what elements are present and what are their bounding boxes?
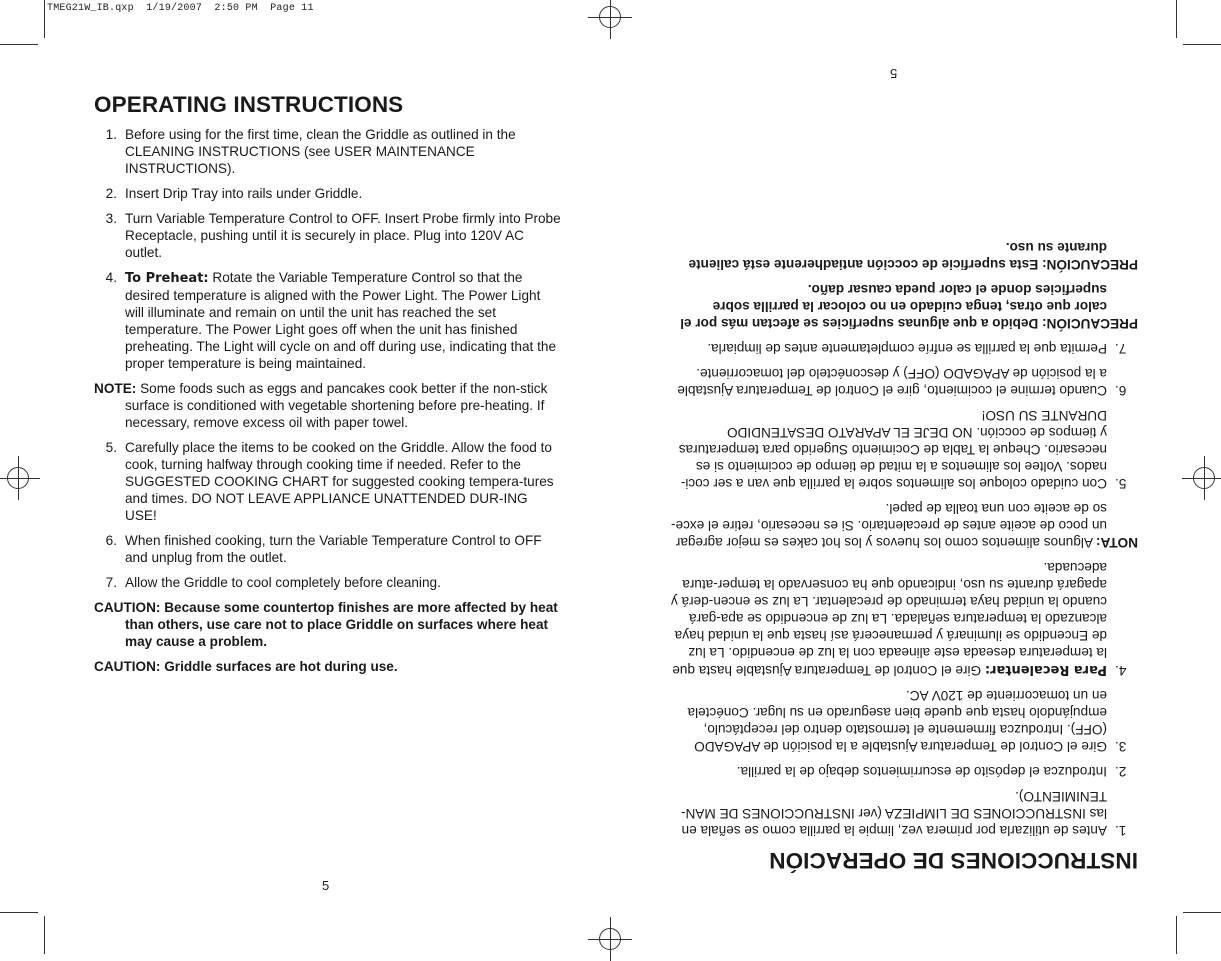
list-item xyxy=(670,407,1138,492)
english-page xyxy=(94,92,562,683)
caution-hot-surface: PRECAUCIÓN: Esta superficie de cocción antiadherente está caliente durante su uso. xyxy=(688,240,1138,272)
note-text: Algunos alimentos como los huevos y los hot cakes es mejor agregar un poco de aceite antes de precalentario. Si es necesario, retire el exce-so de aceite con una toalla de papel. xyxy=(670,501,1107,550)
note-label: NOTA: xyxy=(1095,535,1138,550)
item-text: Rotate the Variable Temperature Control so that the desired temperature is aligned with the Power Light. The Power Light will illuminate and remain on until the unit has reached the set temperature. The Power Light goes off when the unit has finished preheating. The Light will cycle on and off during use, indicating that the proper temperature is being maintained. xyxy=(125,270,557,371)
item-number: 3. xyxy=(105,211,117,226)
note-text: Some foods such as eggs and pancakes cook better if the non-stick surface is conditioned with vegetable shortening before pre-heating. If necessary, remove excess oil with paper towel. xyxy=(125,381,548,430)
note-label: NOTE: xyxy=(94,381,137,396)
item-text: Carefully place the items to be cooked on the Griddle. Allow the food to cook, turning halfway through cooking time if needed. Refer to the SUGGESTED COOKING CHART for suggested cooking tempera-tures and times. DO NOT LEAVE APPLIANCE UNATTENDED DUR-ING USE! xyxy=(125,440,554,523)
item-number: 3. xyxy=(1115,739,1127,754)
list-item xyxy=(670,365,1138,399)
item-text: Antes de utilizarla por primera vez, limpie la parrilla como se señala en las INSTRUCCIONES DE LIMPIEZA (ver INSTRUCCIONES DE MAN-TENIMIENTO). xyxy=(681,789,1107,838)
caution-hot-surface: CAUTION: Griddle surfaces are hot during use. xyxy=(94,659,398,674)
page-number: 5 xyxy=(890,66,898,81)
item-number: 7. xyxy=(1115,341,1127,356)
preheat-label: To Preheat: xyxy=(125,271,209,286)
crop-mark xyxy=(0,44,38,45)
page-number: 5 xyxy=(322,878,330,893)
crop-mark xyxy=(1183,912,1221,913)
item-number: 6. xyxy=(105,533,117,548)
crop-mark xyxy=(1176,916,1177,954)
spanish-page xyxy=(670,233,1138,873)
caution-countertop: PRECAUCIÓN: Debido a que algunas superficies se afectan más por el calor que otras, tenga cuidado en no colocar la parrilla sobre superficies donde el calor pueda causar daño. xyxy=(680,282,1138,331)
list-item xyxy=(670,340,1138,357)
list-item xyxy=(94,269,562,372)
item-text: Cuando termine el cocimiento, gire el Control de Temperatura Ajustable a la posición de APAGADO (OFF) y desconéctelo del tomacorriente. xyxy=(677,366,1107,398)
list-item xyxy=(670,763,1138,780)
registration-mark xyxy=(7,467,29,489)
list-item xyxy=(670,559,1138,679)
list-item xyxy=(94,126,562,177)
instructions-column xyxy=(670,239,1138,839)
list-item xyxy=(94,185,562,202)
item-text: Permita que la parrilla se enfríe completamente antes de limpiarla. xyxy=(707,341,1107,356)
registration-mark xyxy=(599,928,621,950)
crop-mark xyxy=(44,916,45,954)
list-item xyxy=(94,210,562,261)
item-text: Con cuidado coloque los alimentos sobre la parrilla que van a ser coci-nados. Voltee los alimentos a la mitad de tiempo de cocimiento si es necesario. Cheque la Tabla de Cocimiento Sugerido para temperaturas y tiempos de cocción. NO DEJE EL APARATO DESATENDIDO DURANTE SU USO! xyxy=(678,408,1107,491)
item-number: 4. xyxy=(105,270,117,285)
item-number: 7. xyxy=(105,575,117,590)
crop-mark xyxy=(0,912,38,913)
instructions-column xyxy=(94,126,562,675)
caution-countertop: CAUTION: Because some countertop finishes are more affected by heat than others, use care not to place Griddle on surfaces where heat may cause a problem. xyxy=(94,600,558,649)
page-title: OPERATING INSTRUCTIONS xyxy=(94,92,404,117)
note xyxy=(670,500,1138,551)
item-number: 2. xyxy=(105,186,117,201)
item-text: Turn Variable Temperature Control to OFF. Insert Probe firmly into Probe Receptacle, pushing until it is securely in place. Plug into 120V AC outlet. xyxy=(125,211,561,260)
item-number: 4. xyxy=(1115,663,1127,678)
preheat-label: Para Recalentar: xyxy=(984,662,1107,677)
item-text: Gire el Control de Temperatura Ajustable hasta que la temperatura deseada este alineada con la luz de encendido. La luz de Encendido se iluminará y permanecerá así hasta que la unidad haya alcanzado la temperatura señalada. La luz de encendido se apa-gará cuando la unidad haya terminado de precalentar. La luz se encen-derá y apagará durante su uso, indicando que ha conservado la temper-atura adecuada. xyxy=(670,560,1107,678)
list-item xyxy=(94,439,562,524)
item-number: 1. xyxy=(105,127,117,142)
registration-mark xyxy=(1193,467,1215,489)
registration-mark xyxy=(599,6,621,28)
print-slug: TMEG21W_IB.qxp 1/19/2007 2:50 PM Page 11 xyxy=(47,3,314,14)
item-number: 5. xyxy=(105,440,117,455)
item-text: Allow the Griddle to cool completely before cleaning. xyxy=(125,575,441,590)
item-text: Introduzca el depósito de escurrimientos debajo de la parrilla. xyxy=(736,764,1107,779)
list-item xyxy=(94,574,562,591)
list-item xyxy=(670,687,1138,755)
note xyxy=(94,380,562,431)
list-item xyxy=(670,788,1138,839)
page-title: INSTRUCCIONES DE OPERACIÓN xyxy=(769,848,1138,873)
crop-mark xyxy=(1183,44,1221,45)
list-item xyxy=(94,532,562,566)
item-text: Insert Drip Tray into rails under Griddle. xyxy=(125,186,363,201)
item-number: 2. xyxy=(1115,764,1127,779)
item-text: When finished cooking, turn the Variable Temperature Control to OFF and unplug from the outlet. xyxy=(125,533,542,565)
crop-mark xyxy=(44,0,45,38)
item-text: Gire el Control de Temperatura Ajustable a la posición de APAGADO (OFF). Introduzca firmemente el termostato dentro del receptáculo, empujándolo hasta que quede bien asegurado en su lugar. Conéctela en un tomacorriente de 120V AC. xyxy=(687,688,1107,754)
item-number: 5. xyxy=(1115,476,1127,491)
item-number: 6. xyxy=(1115,383,1127,398)
item-number: 1. xyxy=(1115,823,1127,838)
item-text: Before using for the first time, clean the Griddle as outlined in the CLEANING INSTRUCTIONS (see USER MAINTENANCE INSTRUCTIONS). xyxy=(125,127,516,176)
crop-mark xyxy=(1176,0,1177,38)
